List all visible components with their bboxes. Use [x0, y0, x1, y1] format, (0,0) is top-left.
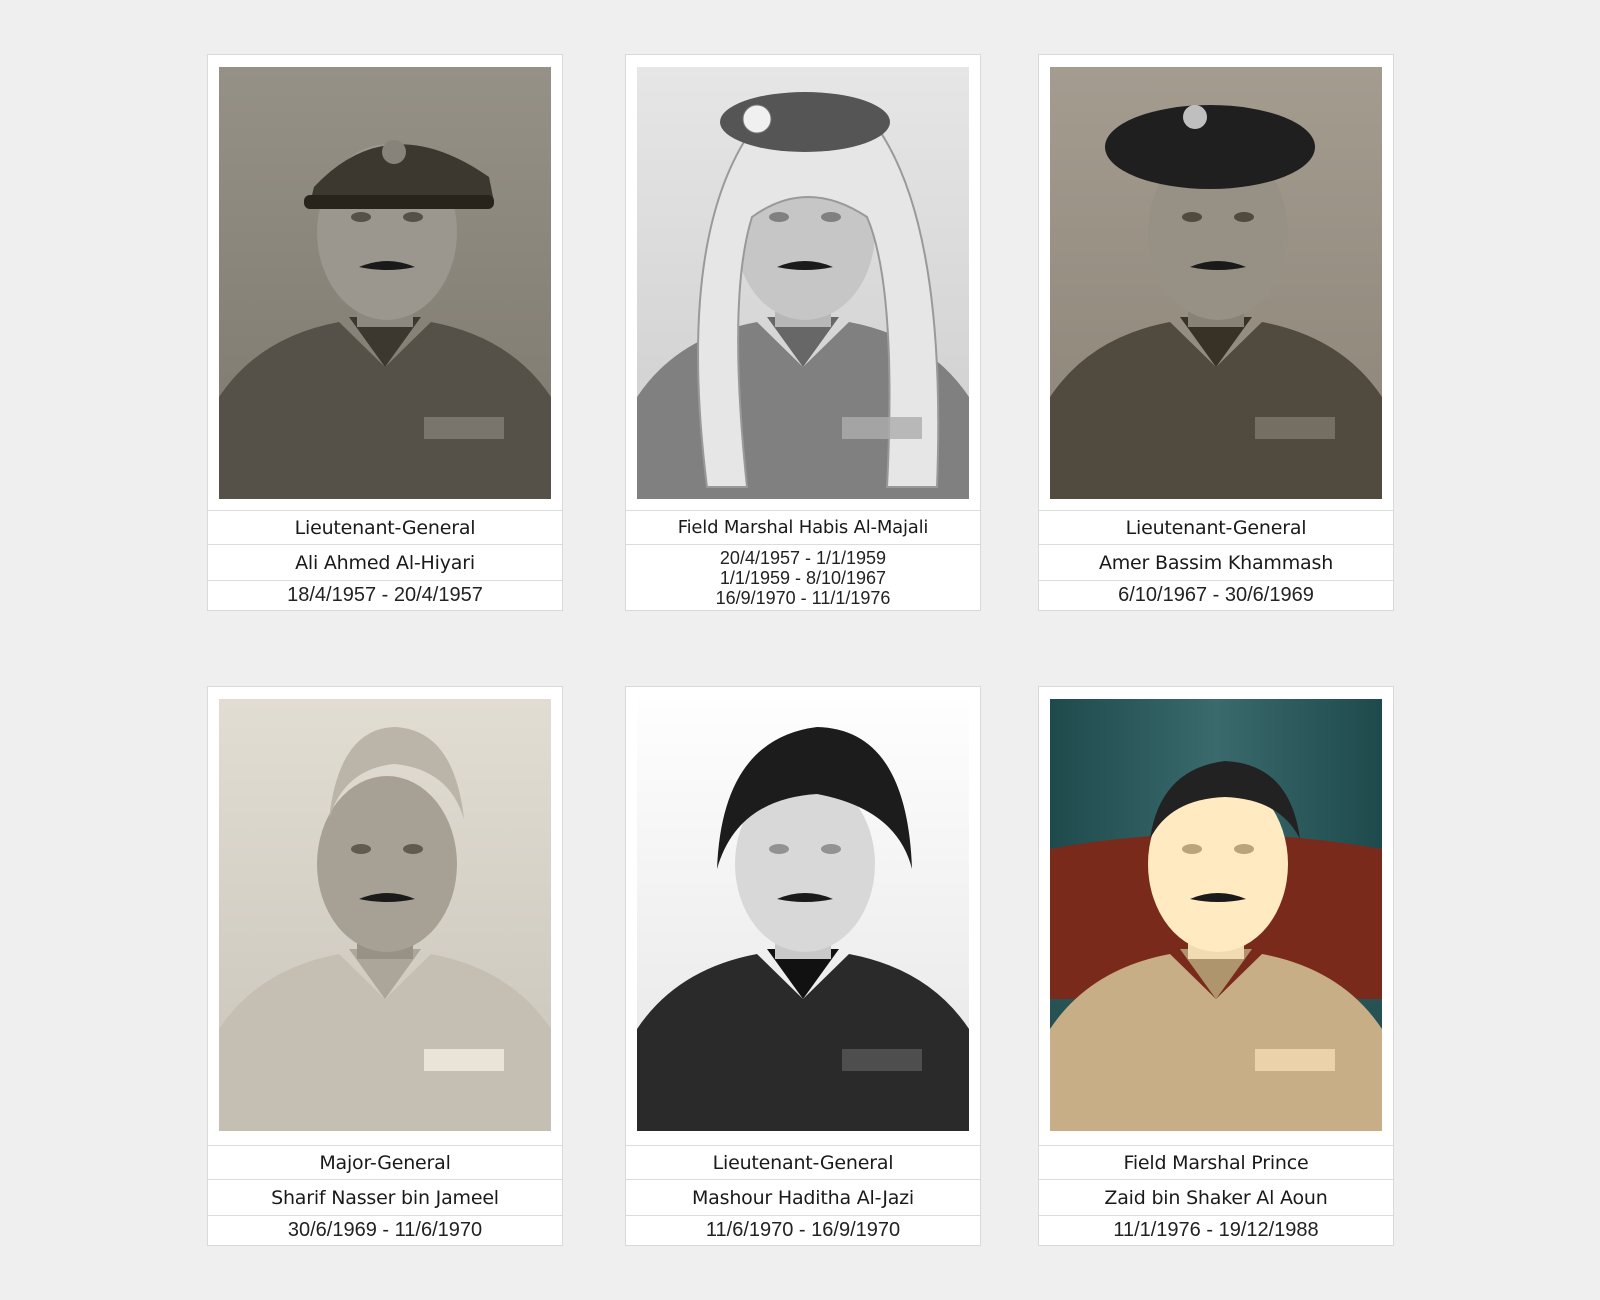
commander-term: 18/4/1957 - 20/4/1957	[208, 580, 562, 610]
portrait-illustration	[1050, 67, 1382, 499]
commander-card	[625, 54, 981, 611]
commander-title: Major-General	[208, 1145, 562, 1179]
commander-term: 20/4/1957 - 1/1/1959	[719, 547, 887, 568]
commander-card	[1038, 54, 1394, 611]
commander-title: Lieutenant-General	[626, 1145, 980, 1179]
commander-terms	[626, 544, 980, 610]
portrait-illustration	[219, 699, 551, 1131]
commander-name: Sharif Nasser bin Jameel	[208, 1179, 562, 1215]
commander-term: 11/6/1970 - 16/9/1970	[626, 1215, 980, 1245]
commander-title: Field Marshal Habis Al-Majali	[626, 510, 980, 544]
portrait-illustration	[1050, 699, 1382, 1131]
commander-term: 6/10/1967 - 30/6/1969	[1039, 580, 1393, 610]
commander-name: Ali Ahmed Al-Hiyari	[208, 544, 562, 580]
commander-photo	[637, 67, 969, 499]
commander-card	[207, 54, 563, 611]
commander-title: Field Marshal Prince	[1039, 1145, 1393, 1179]
commander-photo	[1050, 699, 1382, 1131]
commander-photo	[637, 699, 969, 1131]
commander-term: 1/1/1959 - 8/10/1967	[719, 567, 887, 588]
commander-term: 16/9/1970 - 11/1/1976	[715, 587, 891, 608]
commander-card	[1038, 686, 1394, 1246]
commander-name: Amer Bassim Khammash	[1039, 544, 1393, 580]
portrait-illustration	[219, 67, 551, 499]
commander-title: Lieutenant-General	[1039, 510, 1393, 544]
portrait-illustration	[637, 699, 969, 1131]
commander-card	[625, 686, 981, 1246]
commander-term: 30/6/1969 - 11/6/1970	[208, 1215, 562, 1245]
commander-photo	[219, 67, 551, 499]
commander-photo	[219, 699, 551, 1131]
commander-title: Lieutenant-General	[208, 510, 562, 544]
commander-photo	[1050, 67, 1382, 499]
portrait-illustration	[637, 67, 969, 499]
commander-card	[207, 686, 563, 1246]
commander-name: Mashour Haditha Al-Jazi	[626, 1179, 980, 1215]
commander-term: 11/1/1976 - 19/12/1988	[1039, 1215, 1393, 1245]
commander-name: Zaid bin Shaker Al Aoun	[1039, 1179, 1393, 1215]
